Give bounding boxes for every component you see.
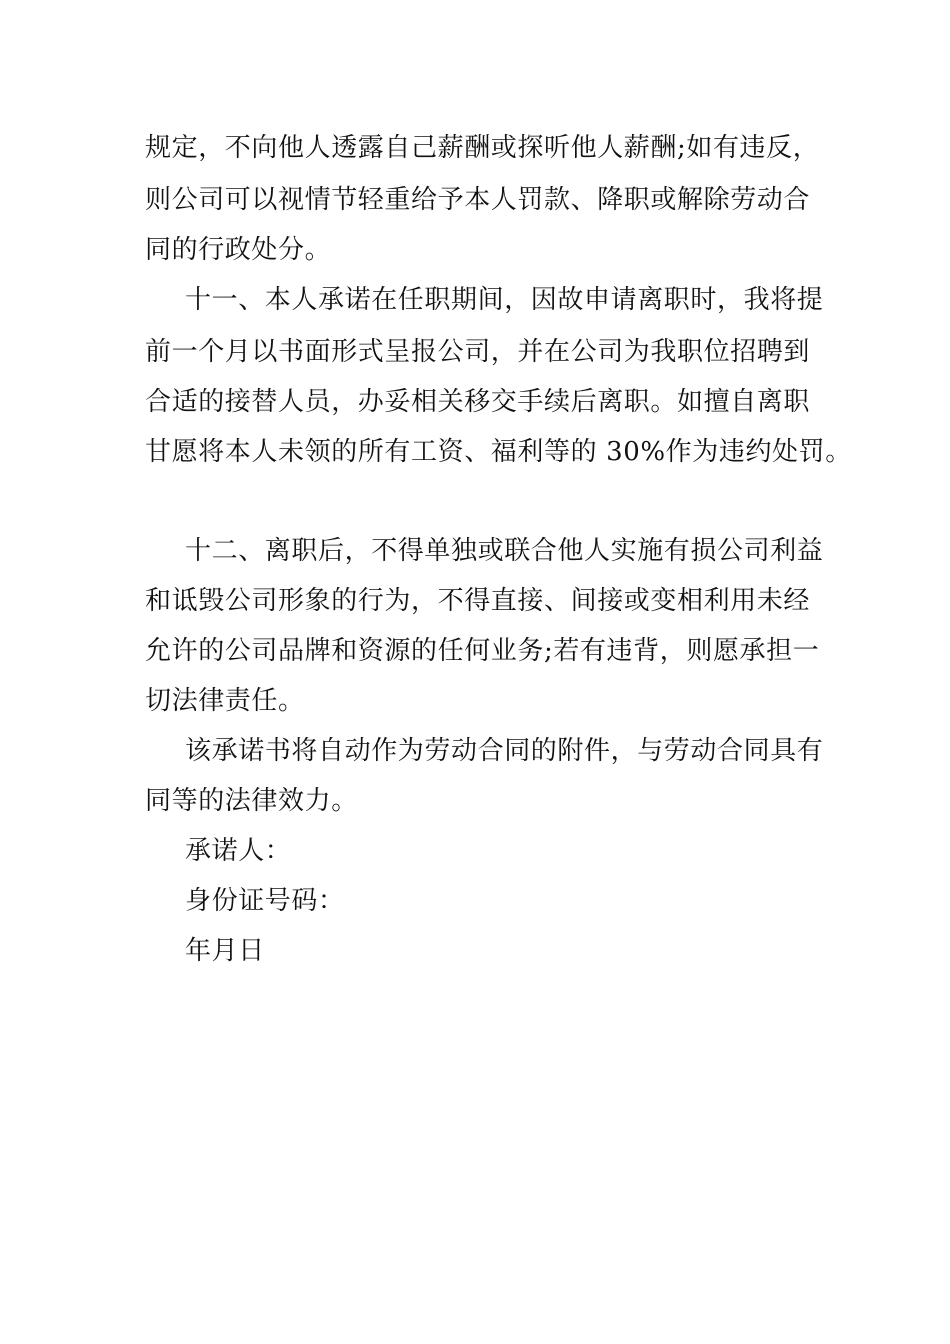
clause-twelve-start: 十二、离职后，不得单独或联合他人实施有损公司利益 [185,536,824,566]
text-line: 同等的法律效力。 [145,786,358,816]
text-line: 合适的接替人员，办妥相关移交手续后离职。如擅自离职 [145,387,811,417]
text-line: 和诋毁公司形象的行为，不得直接、间接或变相利用未经 [145,586,811,616]
text-line: 前一个月以书面形式呈报公司，并在公司为我职位招聘到 [145,337,811,367]
date-label: 年月日 [185,936,265,966]
clause-eleven-start: 十一、本人承诺在任职期间，因故申请离职时，我将提 [185,285,824,315]
id-number-label: 身份证号码： [185,886,345,916]
text-line: 甘愿将本人未领的所有工资、福利等的 30%作为违约处罚。 [145,437,852,467]
annex-statement: 该承诺书将自动作为劳动合同的附件，与劳动合同具有 [185,736,824,766]
text-line: 同的行政处分。 [145,235,332,265]
text-line: 则公司可以视情节轻重给予本人罚款、降职或解除劳动合 [145,185,811,215]
text-line: 规定，不向他人透露自己薪酬或探听他人薪酬;如有违反， [145,133,820,163]
signer-label: 承诺人： [185,836,292,866]
text-line: 切法律责任。 [145,686,305,716]
text-line: 允许的公司品牌和资源的任何业务;若有违背，则愿承担一 [145,636,820,666]
